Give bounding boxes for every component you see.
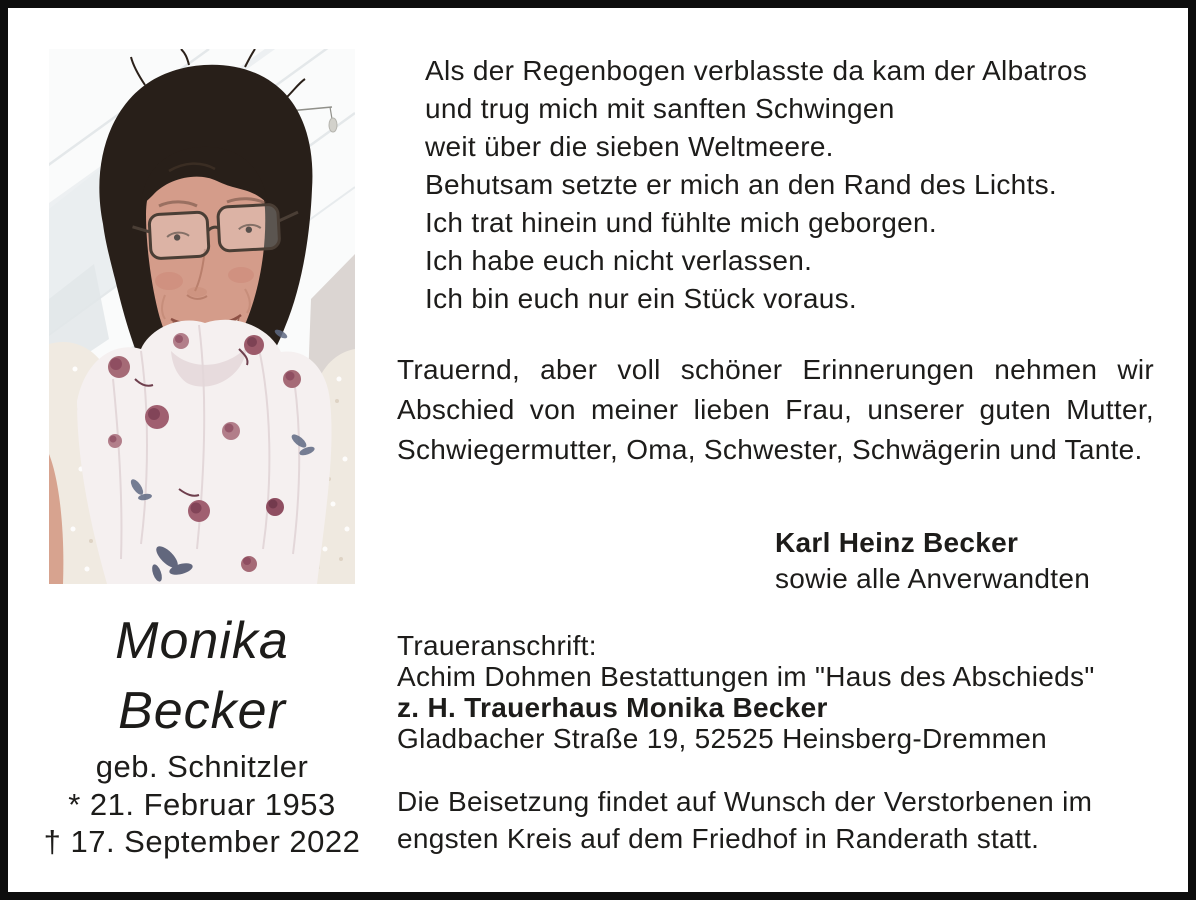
deceased-photo bbox=[49, 49, 355, 584]
street-address-line: Gladbacher Straße 19, 52525 Heinsberg-Dremmen bbox=[397, 723, 1048, 754]
photo-illustration bbox=[49, 49, 355, 584]
chief-mourner-name: Karl Heinz Becker bbox=[775, 527, 1019, 558]
death-date: † 17. September 2022 bbox=[43, 824, 361, 859]
identity-block bbox=[27, 606, 377, 860]
maiden-name: geb. Schnitzler bbox=[95, 749, 309, 784]
deceased-first-name: Monika bbox=[115, 612, 289, 670]
poem-line: Ich habe euch nicht verlassen. bbox=[425, 245, 813, 276]
condolence-address-label: Traueranschrift: bbox=[397, 630, 597, 661]
poem-line: Ich bin euch nur ein Stück voraus. bbox=[425, 283, 857, 314]
funeral-home-line: Achim Dohmen Bestattungen im "Haus des Abschieds" bbox=[397, 661, 1095, 692]
care-of-line: z. H. Trauerhaus Monika Becker bbox=[397, 692, 828, 723]
deceased-last-name: Becker bbox=[118, 682, 286, 740]
farewell-text: Trauernd, aber voll schöner Erinnerungen nehmen wir Abschied von meiner lieben Frau, unserer guten Mutter, Schwiegermutter, Oma, Schwester, Schwägerin und Tante. bbox=[397, 354, 1154, 465]
poem-line: weit über die sieben Weltmeere. bbox=[425, 131, 834, 162]
condolence-address-block bbox=[397, 630, 1095, 754]
poem-line: Behutsam setzte er mich an den Rand des Lichts. bbox=[425, 169, 1057, 200]
mourners-block bbox=[775, 525, 1090, 597]
poem-line: Als der Regenbogen verblasste da kam der Albatros bbox=[425, 55, 1088, 86]
poem-line: Ich trat hinein und fühlte mich geborgen. bbox=[425, 207, 937, 238]
burial-notice: Die Beisetzung findet auf Wunsch der Verstorbenen im engsten Kreis auf dem Friedhof in Randerath statt. bbox=[397, 786, 1093, 854]
mourners-note: sowie alle Anverwandten bbox=[775, 563, 1091, 594]
memorial-poem bbox=[425, 52, 1087, 318]
birth-date: * 21. Februar 1953 bbox=[68, 787, 336, 822]
floral-scarf bbox=[77, 320, 332, 584]
poem-line: und trug mich mit sanften Schwingen bbox=[425, 93, 895, 124]
